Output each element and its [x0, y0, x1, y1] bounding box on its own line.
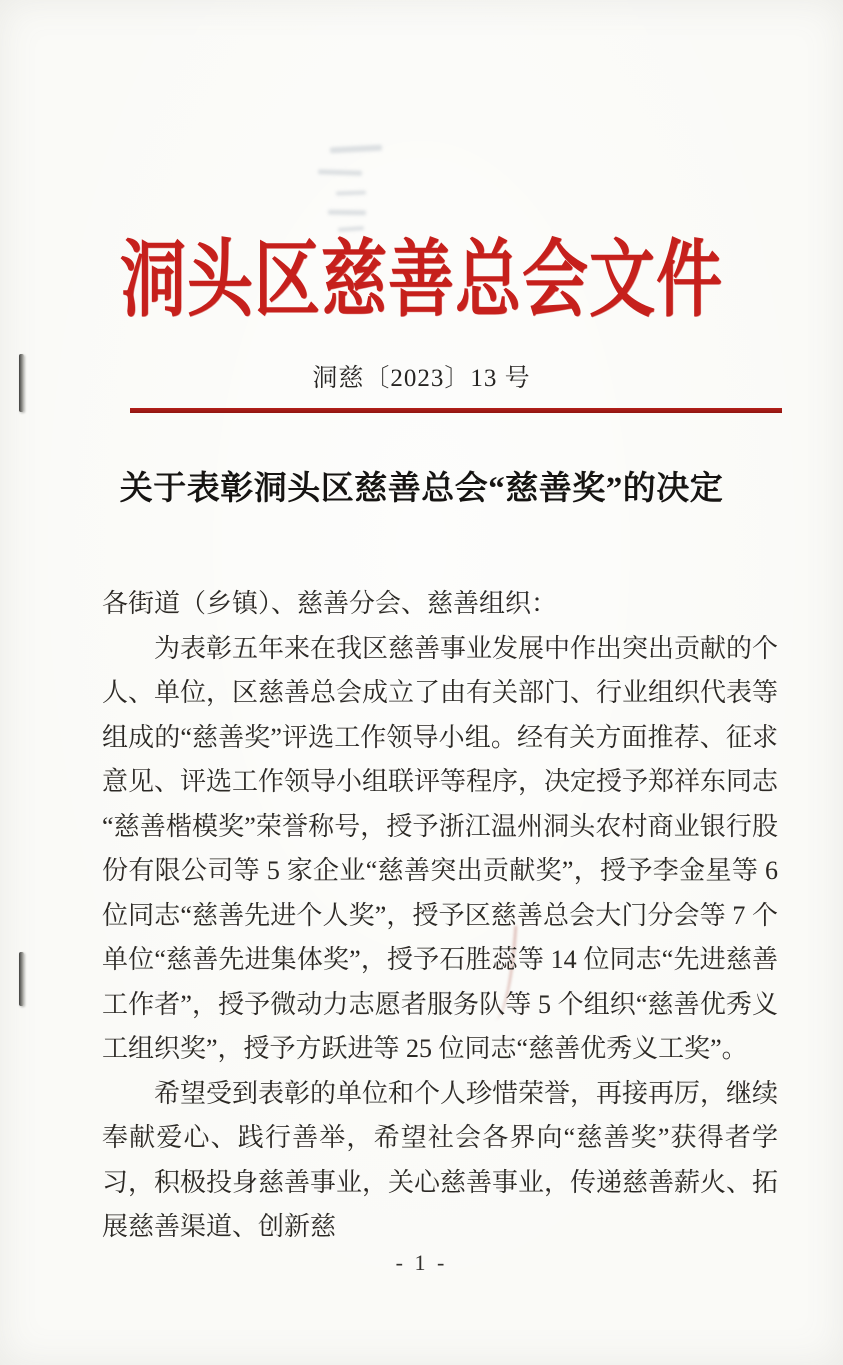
org-header-title: 洞头区慈善总会文件 — [120, 234, 723, 328]
bleedthrough-smudge — [338, 226, 364, 232]
body-paragraph: 为表彰五年来在我区慈善事业发展中作出突出贡献的个人、单位，区慈善总会成立了由有关部门、行业组织代表等组成的“慈善奖”评选工作领导小组。经有关方面推荐、征求意见、评选工作领导小组联评等程序，决定授予郑祥东同志“慈善楷模奖”荣誉称号，授予浙江温州洞头农村商业银行股份有限公司等 5 家企业“慈善突出贡献奖”，授予李金星等 6 位同志“慈善先进个人奖”，授予区慈善总会大门分会等 7 个单位“慈善先进集体奖”，授予石胜蕊等 14 位同志“先进慈善工作者”，授予微动力志愿者服务队等 5 个组织“慈善优秀义工组织奖”，授予方跃进等 25 位同志“慈善优秀义工奖”。 — [102, 633, 779, 1063]
staple-mark-bottom — [19, 952, 24, 1006]
bleedthrough-smudge — [330, 145, 382, 154]
body-paragraph: 希望受到表彰的单位和个人珍惜荣誉，再接再厉，继续奉献爱心、践行善举，希望社会各界向“慈善奖”获得者学习，积极投身慈善事业，关心慈善事业，传递慈善薪火、拓展慈善渠道、创新慈 — [102, 1078, 779, 1241]
document-number: 洞慈〔2023〕13 号 — [312, 365, 531, 392]
document-body — [102, 582, 778, 1250]
page-number: - 1 - — [395, 1250, 448, 1275]
bleedthrough-smudge — [318, 169, 362, 176]
document-title: 关于表彰洞头区慈善总会“慈善奖”的决定 — [119, 471, 724, 507]
red-divider-line — [130, 408, 782, 413]
bleedthrough-smudge — [336, 190, 366, 195]
salutation-line: 各街道（乡镇）、慈善分会、慈善组织： — [102, 589, 558, 618]
bleedthrough-smudge — [328, 210, 366, 216]
